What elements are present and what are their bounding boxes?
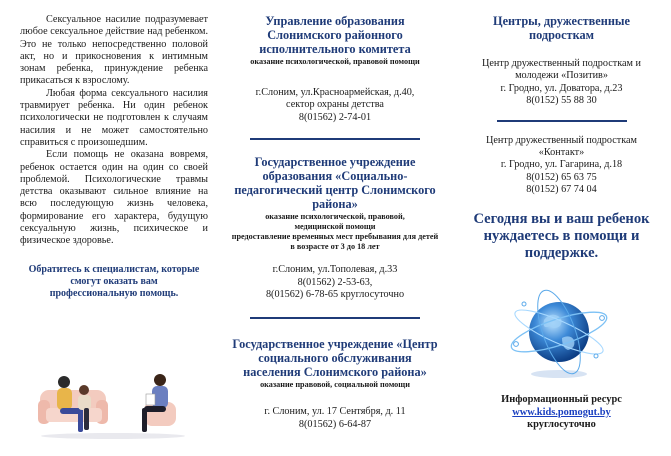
org3-subtitle: оказание правовой, социальной помощи <box>260 380 410 390</box>
center2-phone-1: 8(0152) 65 63 75 <box>526 171 597 183</box>
org1-subtitle: оказание психологической, правовой помощи <box>250 57 420 66</box>
org1-address: г.Слоним, ул.Красноармейская, д.40, сектор охраны детства <box>255 87 415 111</box>
globe-icon <box>504 282 614 382</box>
center1-phone: 8(0152) 55 88 30 <box>526 95 597 107</box>
center2-address: г. Гродно, ул. Гагарина, д.18 <box>500 159 623 171</box>
resource-note: круглосуточно <box>527 419 596 430</box>
org2-subtitle-2: предоставление временных мест пребывания для детей в возрасте от 3 до 18 лет <box>231 232 439 252</box>
left-panel <box>0 0 222 456</box>
resource-link[interactable]: www.kids.pomogut.by <box>512 406 611 418</box>
support-headline: Сегодня вы и ваш ребенок нуждаетесь в помощи и поддержке. <box>473 210 650 261</box>
centers-title: Центры, дружественные подросткам <box>493 14 630 42</box>
center1-name: Центр дружественный подросткам и молодежи «Позитив» <box>482 58 641 82</box>
family-illustration <box>38 360 188 440</box>
org1-phone: 8(01562) 2-74-01 <box>298 111 372 123</box>
org3-phone: 8(01562) 6-64-87 <box>298 418 372 430</box>
center2-name: Центр дружественный подросткам «Контакт» <box>486 134 637 159</box>
center2-phone-2: 8(0152) 67 74 04 <box>526 184 597 196</box>
org2-address: г.Слоним, ул.Тополевая, д.33 <box>272 264 398 276</box>
org3-address: г. Слоним, ул. 17 Сентября, д. 11 <box>264 406 406 418</box>
middle-panel <box>222 0 448 456</box>
resource-label: Информационный ресурс <box>501 394 622 405</box>
right-panel <box>448 0 671 456</box>
info-paragraph-1: Сексуальное насилие подразумевает любое сексуальное действие над ребенком. Это не только непосредственно половой акт, но и прикосновения к интимным зонам ребенка, принуждение ребенка прикасаться к взрослому. <box>20 14 208 87</box>
org1-title: Управление образования Слонимского районного исполнительного комитета <box>259 14 411 56</box>
org3-title: Государственное учреждение «Центр социального обслуживания населения Слонимского района» <box>232 337 438 380</box>
org2-phone-1: 8(01562) 2-53-63, <box>297 276 373 288</box>
center1-address: г. Гродно, ул. Доватора, д.23 <box>500 82 623 94</box>
org2-title: Государственное учреждение образования «Социально-педагогический центр Слонимского района» <box>234 155 436 212</box>
info-paragraph-2: Любая форма сексуального насилия травмирует ребенка. Ни один ребенок психологически не подготовлен к случаям насилия и не может самостоятельно справиться с произошедшим. <box>20 87 208 148</box>
appeal-text: Обратитесь к специалистам, которые смогут оказать вам профессиональную помощь. <box>28 263 200 299</box>
org2-phone-2: 8(01562) 6-78-65 круглосуточно <box>265 289 405 301</box>
info-paragraph-3: Если помощь не оказана вовремя, ребенок остается один на один со своей проблемой. Психологические травмы детства оказывают сильное влияние на всю последующую жизнь человека, формирование его характера, будущую сексуальную жизнь, психическое и физическое здоровье. <box>20 149 208 247</box>
org2-subtitle: оказание психологической, правовой, медицинской помощи <box>265 212 405 232</box>
